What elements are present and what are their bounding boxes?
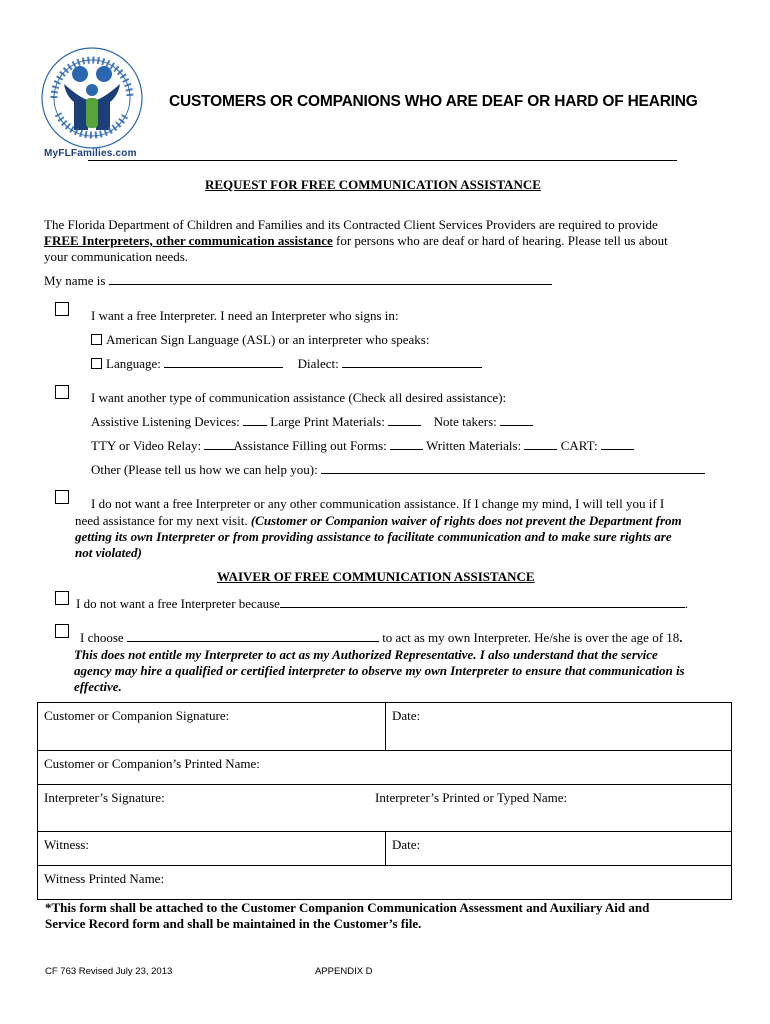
choose-end: . (679, 630, 683, 645)
tty-field[interactable] (204, 438, 236, 450)
witness-cell[interactable] (38, 832, 386, 866)
asl-label: American Sign Language (ASL) or an interpreter who speaks: (106, 332, 430, 347)
language-label: Language: (106, 356, 161, 371)
signature-table (37, 702, 732, 900)
asl-checkbox[interactable] (91, 334, 102, 345)
cart-field[interactable] (601, 438, 634, 450)
appendix-label: APPENDIX D (315, 966, 373, 977)
decline-line-2 (75, 513, 682, 529)
intro-line-3: your communication needs. (44, 249, 189, 264)
assistance-other-row (91, 462, 705, 478)
choose-rest: to act as my own Interpreter. He/she is over the age of 18 (382, 630, 680, 645)
waiver-because-field[interactable] (280, 596, 685, 608)
assistive-devices-field[interactable] (243, 414, 267, 426)
witness-printed-label: Witness Printed Name: (44, 871, 165, 886)
waiver-because-end: . (684, 596, 689, 611)
language-checkbox[interactable] (91, 358, 102, 369)
assistance-row-2 (91, 438, 634, 454)
other-help-label: Other (Please tell us how we can help you): (91, 462, 318, 477)
my-name-row (44, 273, 552, 289)
waiver-note-2: agency may hire a qualified or certified interpreter to observe my own Interpreter to ensure that communication is (74, 663, 685, 678)
customer-signature-label: Customer or Companion Signature: (44, 708, 230, 723)
filling-forms-label: Assistance Filling out Forms: (233, 438, 387, 453)
decline-waiver-note: (Customer or Companion waiver of rights does not prevent the Department from (250, 513, 682, 528)
page-title: CUSTOMERS OR COMPANIONS WHO ARE DEAF OR HARD OF HEARING (169, 93, 698, 110)
cart-label: CART: (560, 438, 598, 453)
intro-line-1: The Florida Department of Children and Families and its Contracted Client Services Providers are required to provide (44, 217, 658, 232)
waiver-because-label: I do not want a free Interpreter because (76, 596, 280, 611)
decline-line-3: getting its own Interpreter or from providing assistance to facilitate communication and to make sure rights are (75, 529, 672, 544)
date-cell-2[interactable] (386, 832, 732, 866)
asl-row (91, 332, 429, 348)
witness-label: Witness: (44, 837, 89, 852)
written-materials-field[interactable] (524, 438, 557, 450)
customer-printed-label: Customer or Companion’s Printed Name: (44, 756, 260, 771)
date-cell-1[interactable] (386, 703, 732, 751)
note-takers-label: Note takers: (433, 414, 497, 429)
dialect-field[interactable] (342, 356, 482, 368)
written-materials-label: Written Materials: (426, 438, 522, 453)
date-label-1: Date: (392, 708, 421, 723)
decline-line-1: I do not want a free Interpreter or any other communication assistance. If I change my mind, I will tell you if I (91, 496, 665, 511)
other-assistance-label: I want another type of communication assistance (Check all desired assistance): (91, 390, 507, 405)
other-help-field[interactable] (321, 462, 705, 474)
form-revision: CF 763 Revised July 23, 2013 (45, 966, 173, 977)
decline-line-2-text: need assistance for my next visit. (75, 513, 251, 528)
interpreter-signature-label: Interpreter’s Signature: (44, 790, 165, 805)
intro-line-2 (44, 233, 668, 249)
my-name-field[interactable] (109, 273, 552, 285)
dialect-label: Dialect: (297, 356, 339, 371)
interpreter-printed-label: Interpreter’s Printed or Typed Name: (375, 790, 568, 805)
waiver-heading: WAIVER OF FREE COMMUNICATION ASSISTANCE (217, 569, 535, 584)
logo-url: MyFLFamilies.com (44, 148, 137, 159)
assistance-row-1 (91, 414, 533, 430)
intro-emphasis: FREE Interpreters, other communication assistance (44, 233, 333, 248)
own-interpreter-field[interactable] (127, 630, 379, 642)
waiver-choose-checkbox[interactable] (55, 624, 69, 638)
large-print-field[interactable] (388, 414, 421, 426)
interpreter-checkbox[interactable] (55, 302, 69, 316)
intro-line-2-rest: for persons who are deaf or hard of hearing. Please tell us about (332, 233, 668, 248)
dcf-logo (36, 40, 148, 164)
language-row (91, 356, 482, 372)
footnote-line-1 (45, 900, 649, 916)
tty-label: TTY or Video Relay: (91, 438, 202, 453)
my-name-label: My name is (44, 273, 106, 288)
customer-printed-cell[interactable] (38, 751, 732, 785)
decline-checkbox[interactable] (55, 490, 69, 504)
assistive-devices-label: Assistive Listening Devices: (91, 414, 240, 429)
waiver-note-1: This does not entitle my Interpreter to act as my Authorized Representative. I also understand that the service (74, 647, 658, 662)
filling-forms-field[interactable] (390, 438, 423, 450)
waiver-note-3: effective. (74, 679, 122, 694)
footnote-text-1: *This form shall be attached to the Customer Companion Communication Assessment and Auxiliary Aid and (45, 900, 650, 915)
choose-label: I choose (80, 630, 124, 645)
waiver-because-row (76, 596, 688, 612)
dcf-logo-graphic (36, 40, 148, 164)
language-field[interactable] (164, 356, 283, 368)
large-print-label: Large Print Materials: (270, 414, 385, 429)
decline-line-4: not violated) (75, 545, 142, 560)
waiver-because-checkbox[interactable] (55, 591, 69, 605)
interpreter-cell[interactable] (38, 785, 732, 832)
witness-printed-cell[interactable] (38, 866, 732, 900)
footnote-line-2: Service Record form and shall be maintained in the Customer’s file. (45, 916, 422, 931)
customer-signature-cell[interactable] (38, 703, 386, 751)
note-takers-field[interactable] (500, 414, 533, 426)
interpreter-label: I want a free Interpreter. I need an Interpreter who signs in: (91, 308, 399, 323)
date-label-2: Date: (392, 837, 421, 852)
waiver-choose-row (80, 630, 683, 646)
title-rule (88, 160, 677, 161)
other-assistance-checkbox[interactable] (55, 385, 69, 399)
form-subtitle: REQUEST FOR FREE COMMUNICATION ASSISTANCE (205, 177, 541, 192)
